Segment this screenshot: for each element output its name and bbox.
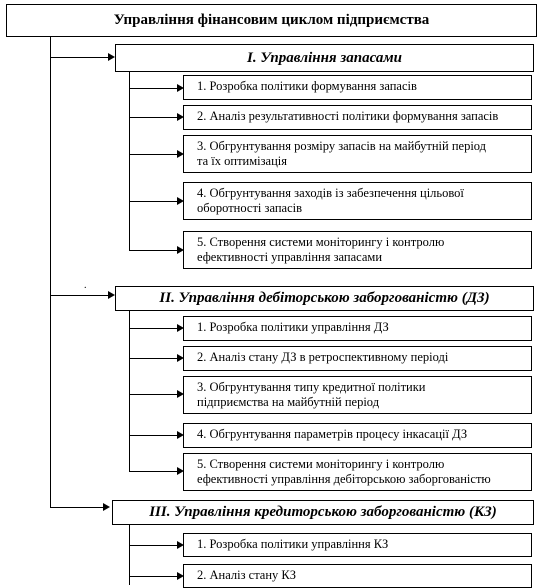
item-connector	[129, 117, 178, 118]
section-1-arrow	[108, 53, 115, 61]
main-connector	[50, 37, 51, 507]
list-item: 5. Створення системи моніторингу і контролю ефективності управління дебіторською заборгованістю	[183, 453, 532, 491]
section-box-stocks	[115, 44, 534, 72]
section-1-connector	[50, 57, 110, 58]
diagram-title-box	[6, 4, 537, 37]
section-2-connector	[50, 295, 110, 296]
list-item: 5. Створення системи моніторингу і контролю ефективності управління запасами	[183, 231, 532, 269]
stray-mark: .	[84, 280, 87, 291]
item-arrow	[177, 572, 184, 580]
item-connector	[129, 471, 178, 472]
diagram-title: Управління фінансовим циклом підприємства	[113, 12, 430, 28]
item-arrow	[177, 390, 184, 398]
list-item: 4. Обгрунтування параметрів процесу інкасації ДЗ	[183, 423, 532, 448]
list-item: 1. Розробка політики управління ДЗ	[183, 316, 532, 341]
section-box-payables	[112, 500, 534, 525]
section-2-branch	[129, 311, 130, 471]
list-item: 2. Аналіз стану КЗ	[183, 564, 532, 588]
item-arrow	[177, 354, 184, 362]
item-arrow	[177, 150, 184, 158]
item-connector	[129, 435, 178, 436]
item-arrow	[177, 197, 184, 205]
item-connector	[129, 394, 178, 395]
list-item: 4. Обгрунтування заходів із забезпечення цільової оборотності запасів	[183, 182, 532, 220]
section-box-receivables	[115, 286, 534, 311]
item-arrow	[177, 541, 184, 549]
item-connector	[129, 154, 178, 155]
item-connector	[129, 358, 178, 359]
section-label: I. Управління запасами	[247, 49, 402, 66]
list-item: 1. Розробка політики управління КЗ	[183, 533, 532, 557]
section-label: II. Управління дебіторською заборгованістю (ДЗ)	[159, 290, 490, 306]
list-item: 3. Обгрунтування типу кредитної політики підприємства на майбутній період	[183, 376, 532, 414]
list-item: 3. Обгрунтування розміру запасів на майбутній період та їх оптимізація	[183, 135, 532, 173]
section-3-connector	[50, 507, 105, 508]
item-arrow	[177, 84, 184, 92]
item-arrow	[177, 324, 184, 332]
item-arrow	[177, 113, 184, 121]
list-item: 1. Розробка політики формування запасів	[183, 75, 532, 100]
item-connector	[129, 545, 178, 546]
item-arrow	[177, 431, 184, 439]
item-connector	[129, 250, 178, 251]
item-connector	[129, 88, 178, 89]
item-connector	[129, 201, 178, 202]
item-connector	[129, 576, 178, 577]
section-2-arrow	[108, 291, 115, 299]
list-item: 2. Аналіз стану ДЗ в ретроспективному періоді	[183, 346, 532, 371]
item-connector	[129, 328, 178, 329]
item-arrow	[177, 467, 184, 475]
section-1-branch	[129, 72, 130, 250]
item-arrow	[177, 246, 184, 254]
section-3-arrow	[103, 503, 110, 511]
section-label: III. Управління кредиторською заборгованістю (КЗ)	[149, 504, 497, 520]
list-item: 2. Аналіз результативності політики формування запасів	[183, 105, 532, 130]
